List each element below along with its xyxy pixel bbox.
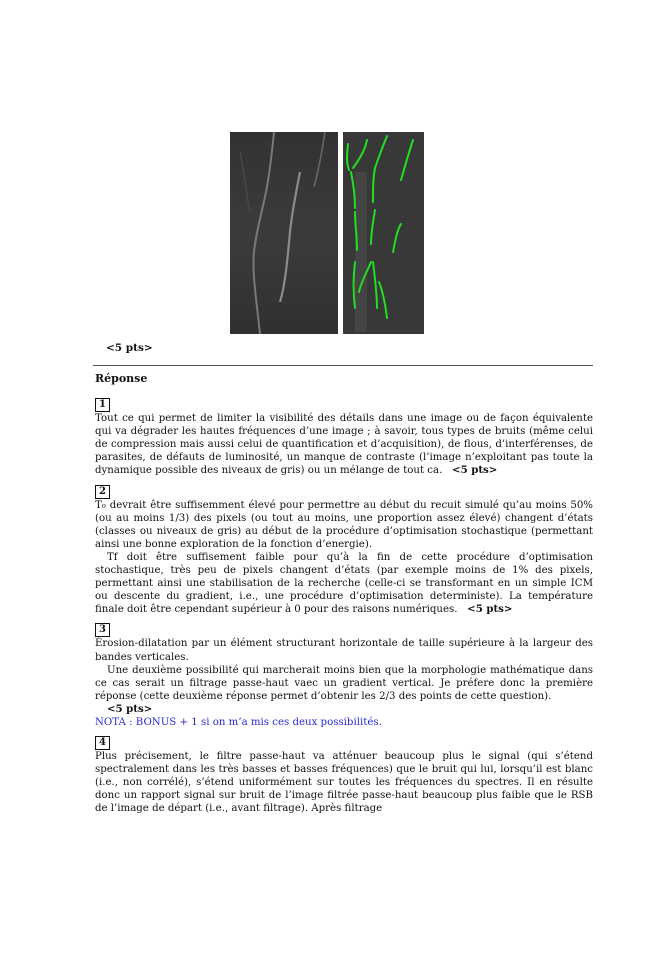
section-paragraph bbox=[95, 551, 593, 616]
vessel-image-original-graphic bbox=[230, 132, 338, 334]
section-paragraph: T₀ devrait être suffisemment élevé pour permettre au début du recuit simulé qu’au moins 50% (ou au moins 1/3) des pixels (ou tout au moins, une proportion assez élevé) changent d’états (classes ou niveaux de gris) au début de la procédure d’optimisation stochastique (permettant ainsi une bonne exploration de la fonction d’energie). bbox=[95, 499, 593, 550]
section-number: 2 bbox=[95, 485, 110, 499]
section-number: 3 bbox=[95, 623, 110, 637]
section-points-line bbox=[95, 703, 593, 716]
section-2 bbox=[95, 478, 593, 617]
section-4 bbox=[95, 729, 593, 815]
vessel-image-detected-graphic bbox=[343, 132, 424, 334]
section-paragraph bbox=[95, 412, 593, 477]
section-number: 1 bbox=[95, 398, 110, 412]
top-points-label: <5 pts> bbox=[106, 342, 153, 354]
points-label: <5 pts> bbox=[107, 702, 153, 715]
section-number: 4 bbox=[95, 736, 110, 750]
section-3 bbox=[95, 616, 593, 729]
section-paragraph: Plus précisement, le filtre passe-haut va atténuer beaucoup plus le signal (qui s’étend spectralement dans les très basses et basses fréquences) que le bruit qui lui, lorsqu’il est blanc (i.e., non corrélé), s’étend uniformément sur toutes les fréquences du spectres. Il en résulte donc un rapport signal sur bruit de l’image filtrée passe-haut beaucoup plus faible que le RSB de l’image de départ (i.e., avant filtrage). Après filtrage bbox=[95, 751, 593, 815]
section-paragraph: Une deuxième possibilité qui marcherait moins bien que la morphologie mathématique dans ce cas serait un filtrage passe-haut vaec un gradient vertical. Je préfere donc la première réponse (cette deuxième réponse permet d’obtenir les 2/3 des points de cette question). bbox=[95, 664, 593, 702]
figure-pair bbox=[230, 132, 424, 334]
vessel-image-original bbox=[230, 132, 338, 334]
paragraph-text: Tout ce qui permet de limiter la visibilité des détails dans une image ou de façon équivalente qui va dégrader les hautes fréquences d’une image ; à savoir, tous types de bruits (même celui de compression mais aussi celui de quantification et d’acquisition), de flous, d’interférenses, de parasites, de défauts de luminosité, un manque de contraste (l’image n’exploitant pas toute la dynamique possible des niveaux de gris) ou un mélange de tout ca. bbox=[95, 413, 593, 477]
paragraph-text: Tf doit être suffisement faible pour qu’à la fin de cette procédure d’optimisation stochastique, très peu de pixels changent d’états (par exemple moins de 1% des pixels, permettant ainsi une stabilisation de la recherche (celle-ci se transformant en un simple ICM ou descente du gradient, i.e., une procédure d’optimisation deterministe). La température finale doit être cependant supérieur à 0 pour des raisons numériques. bbox=[95, 551, 593, 616]
section-paragraph: Érosion-dilatation par un élément structurant horizontale de taille supérieure à la largeur des bandes verticales. bbox=[95, 638, 593, 663]
answer-content bbox=[95, 372, 593, 816]
points-label: <5 pts> bbox=[452, 464, 498, 477]
section-1 bbox=[95, 391, 593, 477]
section-divider bbox=[93, 365, 593, 366]
points-label: <5 pts> bbox=[467, 603, 513, 616]
vessel-image-detected bbox=[343, 132, 424, 334]
bonus-note: NOTA : BONUS + 1 si on m’a mis ces deux possibilités. bbox=[95, 716, 382, 728]
answer-heading: Réponse bbox=[95, 372, 148, 385]
